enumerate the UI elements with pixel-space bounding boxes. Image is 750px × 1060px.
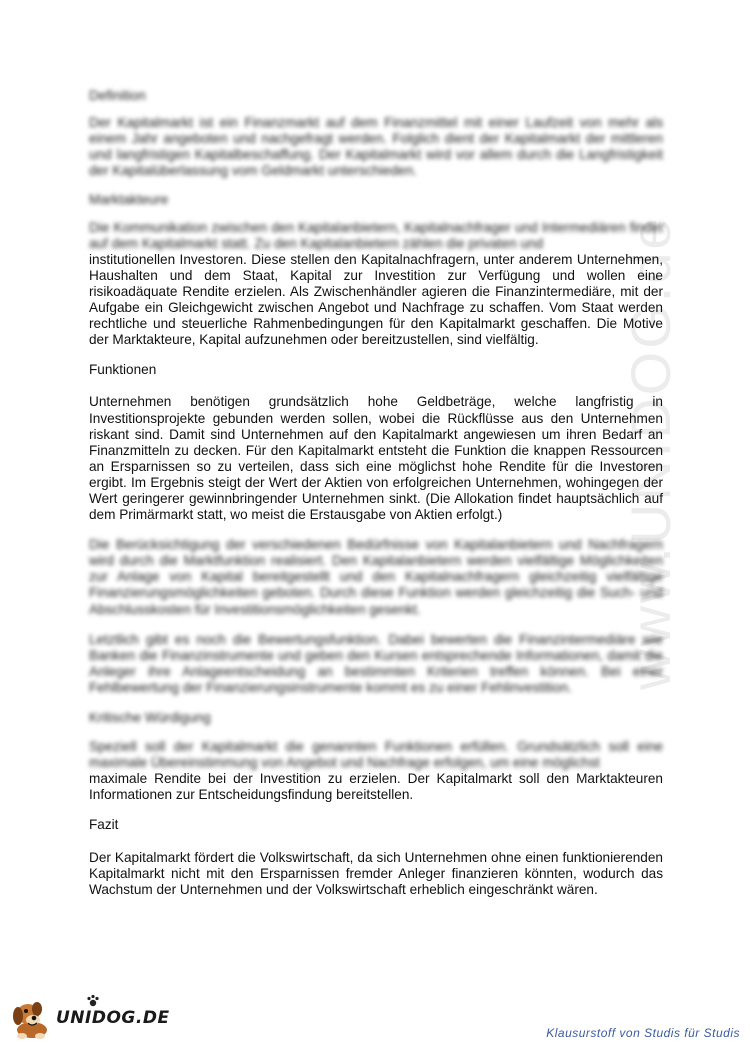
watermark-text: www.UNIDOG.de [619, 215, 682, 690]
paragraph-clear-part: institutionellen Investoren. Diese stellen den Kapitalnachfragern, unter anderem Unternehmen, Haushalten und dem Staat, Kapital zur Investition zur Verfügung und wollen eine risikoadäquate Rendite erzielen. Als Zwischenhändler agieren die Finanzintermediäre, mit der Aufgabe ein Gleichgewicht zwischen Angebot und Nachfrage zu schaffen. Vom Staat werden rechtliche und steuerliche Rahmenbedingungen für den Kapitalmarkt geschaffen. Die Motive der Marktakteure, Kapital aufzunehmen oder bereitzustellen, sind vielfältig. [89, 251, 663, 348]
paragraph-clear-part: maximale Rendite bei der Investition zu erzielen. Der Kapitalmarkt soll den Marktakteuren Informationen zur Entscheidungsfindung bereitstellen. [89, 771, 663, 803]
document-body [89, 88, 663, 911]
section-heading-kritische-wuerdigung: Kritische Würdigung [89, 710, 211, 725]
section-heading-marktakteure: Marktakteure [89, 192, 169, 208]
paragraph-funktionen-1: Unternehmen benötigen grundsätzlich hohe Geldbeträge, welche langfristig in Investitionsprojekte gebunden werden sollen, wobei die Rückflüsse aus den Unternehmen riskant sind. Damit sind Unternehmen auf den Kapitalmarkt angewiesen um ihren Bedarf an Finanzmitteln zu decken. Für den Kapitalmarkt entsteht die Funktion die knappen Ressourcen an Ersparnissen so zu verteilen, dass sich eine möglichst hohe Rendite für die Investoren ergibt. Im Ergebnis steigt der Wert der Aktien von erfolgreichen Unternehmen, wohingegen der Wert geringerer gewinnbringender Unternehmen sinkt. (Die Allokation findet hauptsächlich auf dem Primärmarkt statt, wo meist die Erstausgabe von Aktien erfolgt.) [89, 394, 663, 523]
section-heading-definition: Definition [89, 88, 146, 103]
footer-slogan: Klausurstoff von Studis für Studis [546, 1026, 740, 1040]
footer-logo [8, 994, 170, 1042]
paw-icon [86, 994, 100, 1008]
paragraph-fazit: Der Kapitalmarkt fördert die Volkswirtschaft, da sich Unternehmen ohne einen funktionierenden Kapitalmarkt nicht mit den Ersparnissen fremder Anleger finanzieren könnten, wodurch das Wachstum der Unternehmen und der Volkswirtschaft erheblich eingeschränkt wären. [89, 849, 663, 897]
paragraph-blurred-part: Die Kommunikation zwischen den Kapitalanbietern, Kapitalnachfrager und Intermediären findet auf dem Kapitalmarkt statt. Zu den Kapitalanbietern zählen die privaten und [89, 219, 663, 251]
paragraph-funktionen-2: Die Berücksichtigung der verschiedenen Bedürfnisse von Kapitalanbietern und Nachfragern wird durch die Marktfunktion realisiert. Den Kapitalanbietern werden vielfältige Möglichkeiten zur Anlage von Kapital bereitgestellt und den Kapitalnachfragern gleichzeitig vielfältige Finanzierungsmöglichkeiten geboten. Durch diese Funktion werden gleichzeitig die Such- und Abschlusskosten für Investitionsmöglichkeiten gesenkt. [89, 537, 663, 617]
paragraph-funktionen-3: Letztlich gibt es noch die Bewertungsfunktion. Dabei bewerten die Finanzintermediäre wie Banken die Finanzinstrumente und geben den Kursen entsprechende Informationen, damit die Anleger ihre Anlageentscheidung an bestimmten Kriterien treffen können. Bei einer Fehlbewertung der Finanzierungsinstrumente kommt es zu einer Fehlinvestition. [89, 631, 663, 695]
paragraph-definition: Der Kapitalmarkt ist ein Finanzmarkt auf dem Finanzmittel mit einer Laufzeit von mehr als einem Jahr angeboten und nachgefragt werden. Folglich dient der Kapitalmarkt der mittleren und langfristigen Kapitalbeschaffung. Der Kapitalmarkt wird vor allem durch die Langfristigkeit der Kapitalüberlassung vom Geldmarkt unterschieden. [89, 115, 663, 179]
logo-text: UNIDOG.DE [56, 1008, 170, 1028]
section-heading-fazit: Fazit [89, 817, 119, 833]
section-heading-funktionen: Funktionen [89, 362, 157, 378]
paragraph-marktakteure [89, 220, 663, 349]
dog-mascot-icon [8, 994, 56, 1040]
paragraph-blurred-part: Speziell soll der Kapitalmarkt die genannten Funktionen erfüllen. Grundsätzlich soll eine maximale Übereinstimmung von Angebot und Nachfrage erfolgen, um eine möglichst [89, 739, 663, 771]
paragraph-kritische-wuerdigung [89, 739, 663, 803]
